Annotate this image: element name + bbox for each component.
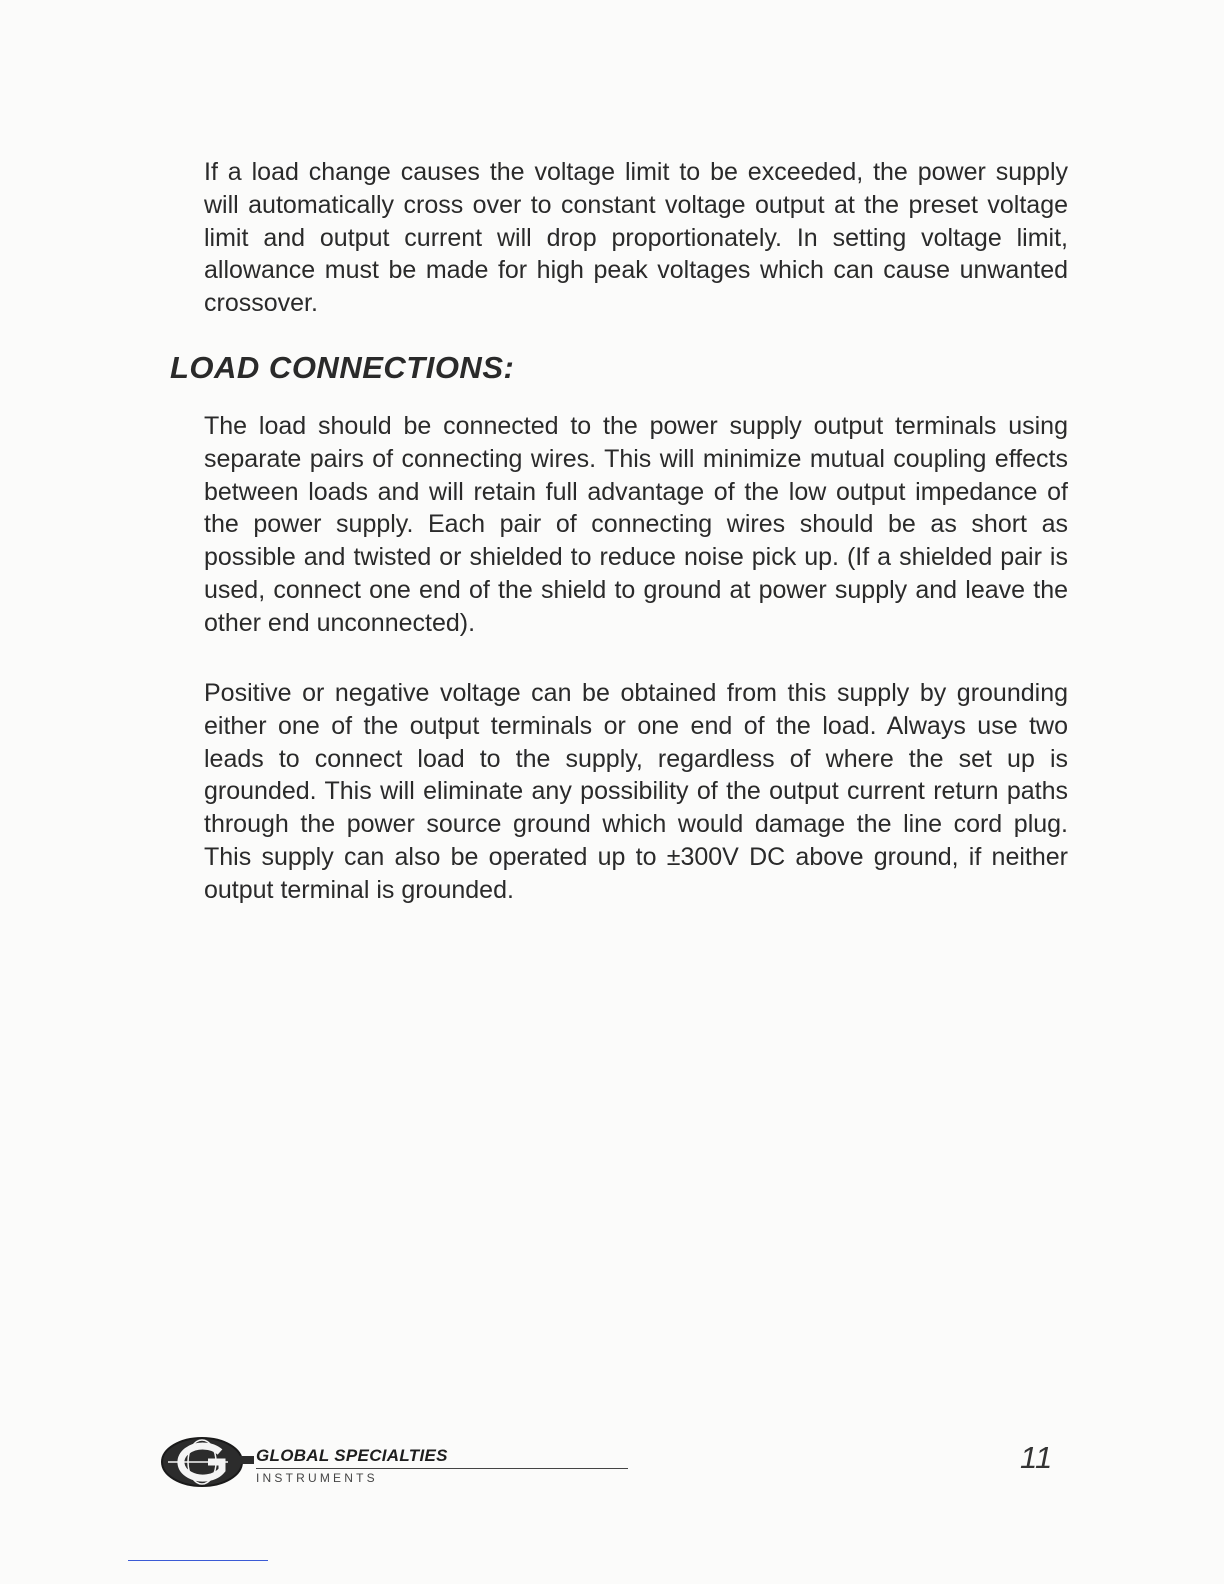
globe-g-logo-icon [158, 1436, 254, 1488]
bottom-divider [128, 1560, 268, 1561]
brand-subtitle: INSTRUMENTS [256, 1471, 378, 1485]
brand-divider [256, 1468, 628, 1469]
paragraph-grounding: Positive or negative voltage can be obtained from this supply by grounding either one of the output terminals or one end of the load. Always use two leads to connect load to the supply, regardless of where the set up is grounded. This will eliminate any possibility of the output current return paths through the power source ground which would damage the line cord plug. This supply can also be operated up to ±300V DC above ground, if neither output terminal is grounded. [204, 679, 1068, 904]
brand-name: GLOBAL SPECIALTIES [256, 1446, 448, 1465]
paragraph-load-connections: The load should be connected to the power supply output terminals using separate pairs of connecting wires. This will minimize mutual coupling effects between loads and will retain full advantage of the low output impedance of the power supply. Each pair of connecting wires should be as short as possible and twisted or shielded to reduce noise pick up. (If a shielded pair is used, connect one end of the shield to ground at power supply and leave the other end unconnected). [204, 412, 1068, 637]
section-heading: LOAD CONNECTIONS: [170, 350, 515, 385]
paragraph-voltage-limit: If a load change causes the voltage limit to be exceeded, the power supply will automatically cross over to constant voltage output at the preset voltage limit and output current will drop proportionately. In setting voltage limit, allowance must be made for high peak voltages which can cause unwanted crossover. [204, 158, 1068, 318]
page-number: 11 [1020, 1440, 1053, 1475]
brand-logo [158, 1436, 638, 1496]
